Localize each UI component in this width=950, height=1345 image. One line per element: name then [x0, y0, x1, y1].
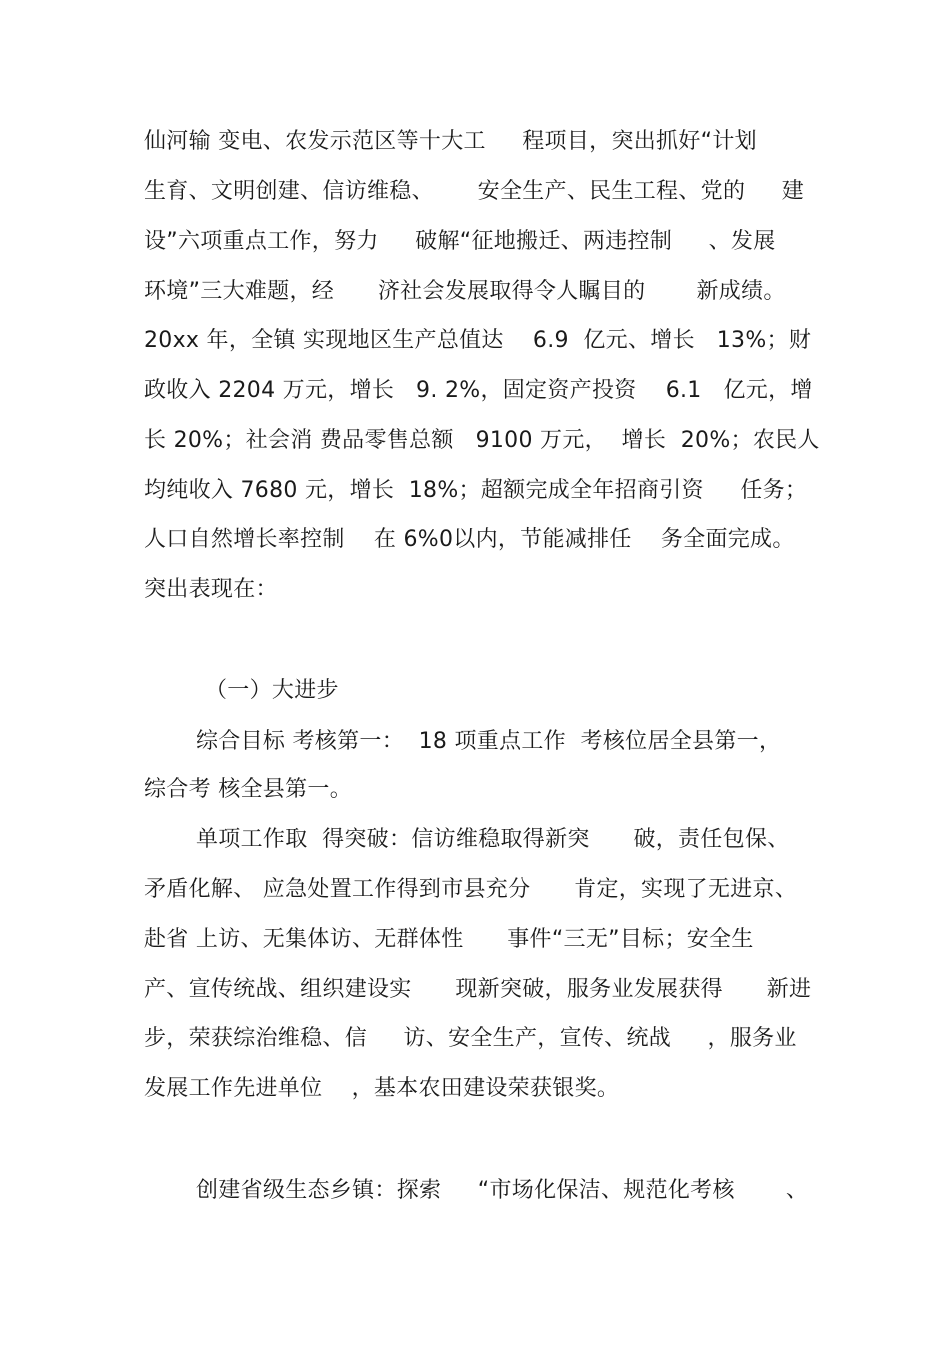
text-line: 赴省 上访、无集体访、无群体性 事件“三无”目标；安全生: [144, 927, 754, 952]
text-line: 综合目标 考核第一： 18 项重点工作 考核位居全县第一，: [196, 729, 782, 754]
section-heading: （一）大进步: [205, 678, 339, 703]
text-line: 环境”三大难题，经 济社会发展取得令人瞩目的 新成绩。: [144, 279, 786, 304]
text-line: 设”六项重点工作，努力 破解“征地搬迁、两违控制 、发展: [144, 229, 776, 254]
text-line: 突出表现在：: [144, 577, 278, 602]
text-line: 均纯收入 7680 元，增长 18%；超额完成全年招商引资 任务；: [144, 478, 808, 503]
text-line: 生育、文明创建、信访维稳、 安全生产、民生工程、党的 建: [144, 179, 805, 204]
text-line: 长 20%；社会消 费品零售总额 9100 万元， 增长 20%；农民人: [144, 428, 820, 453]
text-line: 单项工作取 得突破：信访维稳取得新突 破，责任包保、: [196, 827, 790, 852]
text-line: 仙河输 变电、农发示范区等十大工 程项目，突出抓好“计划: [144, 129, 757, 154]
text-line: 矛盾化解、 应急处置工作得到市县充分 肯定，实现了无进京、: [144, 877, 798, 902]
text-line: 综合考 核全县第一。: [144, 777, 352, 802]
text-line: 步，荣获综治维稳、信 访、安全生产，宣传、统战 ，服务业: [144, 1026, 797, 1051]
text-line: 产、宣传统战、组织建设实 现新突破，服务业发展获得 新进: [144, 977, 812, 1002]
text-line: 政收入 2204 万元，增长 9. 2%，固定资产投资 6.1 亿元，增: [144, 378, 813, 403]
text-line: 人口自然增长率控制 在 6%0以内，节能减排任 务全面完成。: [144, 527, 795, 552]
text-line: 20xx 年，全镇 实现地区生产总值达 6.9 亿元、增长 13%；财: [144, 328, 812, 353]
text-line: 创建省级生态乡镇：探索 “市场化保洁、规范化考核 、: [196, 1178, 809, 1203]
text-line: 发展工作先进单位 ，基本农田建设荣获银奖。: [144, 1076, 620, 1101]
